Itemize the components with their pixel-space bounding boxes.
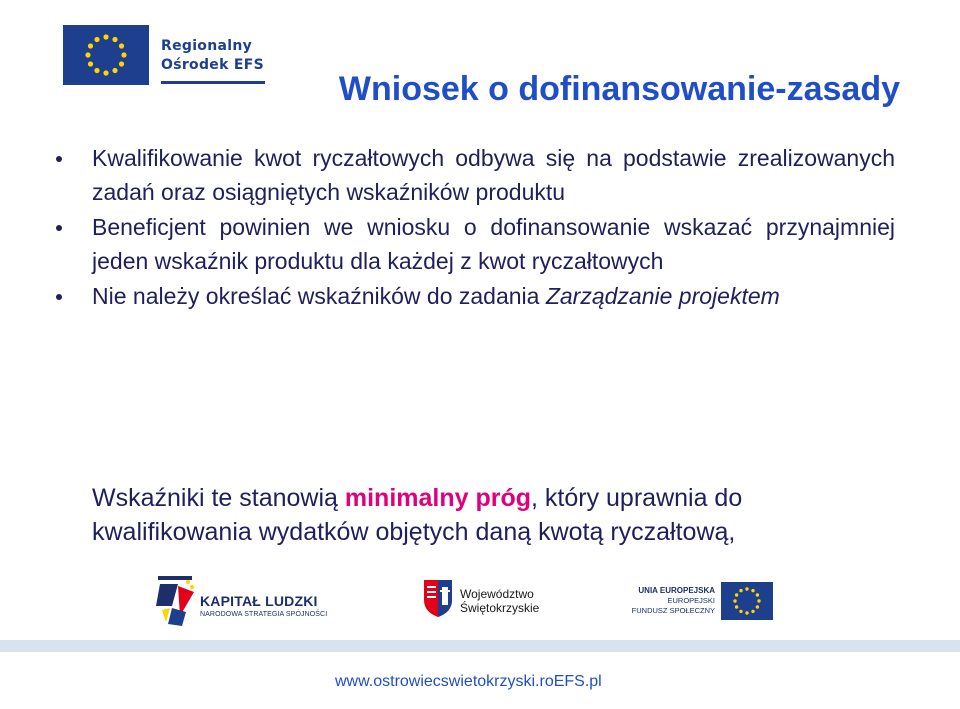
logo-line-2: Ośrodek EFS <box>161 57 264 73</box>
bullet-item <box>50 141 895 209</box>
bullet-dot <box>56 225 62 231</box>
bullet-text: Beneficjent powinien we wniosku o dofinansowanie wskazać przynajmniej jeden wskaźnik produktu dla każdej z kwot ryczałtowych <box>92 214 895 274</box>
conclusion-paragraph <box>92 481 902 549</box>
bullet-text-italic: Zarządzanie projektem <box>545 283 780 309</box>
swietokrzyskie-crest-icon <box>422 578 454 618</box>
footer-band <box>0 640 960 652</box>
bullet-item <box>50 279 895 313</box>
footer-url[interactable]: www.ostrowiecswietokrzyski.roEFS.pl <box>335 673 602 690</box>
bullet-dot <box>56 294 62 300</box>
bullet-dot <box>56 156 62 162</box>
swietokrzyskie-line-1: Województwo <box>460 587 534 601</box>
kapital-ludzki-subtitle: NARODOWA STRATEGIA SPÓJNOŚCI <box>200 611 328 618</box>
conclusion-highlight: minimalny próg <box>344 484 532 512</box>
bullet-text: Nie należy określać wskaźników do zadania <box>92 283 546 309</box>
slide-title: Wniosek o dofinansowanie-zasady <box>338 70 900 108</box>
conclusion-before: Wskaźniki te stanowią <box>92 484 345 512</box>
eu-stars-icon <box>721 582 773 620</box>
conclusion-after: , który uprawnia do kwalifikowania wydatków objętych daną kwotą ryczałtową, <box>92 484 743 546</box>
swietokrzyskie-line-2: Świętokrzyskie <box>460 601 540 615</box>
footer-divider <box>0 652 960 654</box>
ue-efs-text <box>632 586 715 616</box>
bullet-text: Kwalifikowanie kwot ryczałtowych odbywa się na podstawie zrealizowanych zadań oraz osiągniętych wskaźników produktu <box>92 145 895 205</box>
ue-line-3: FUNDUSZ SPOŁECZNY <box>631 606 715 615</box>
kapital-ludzki-logo <box>152 572 337 630</box>
ue-flag <box>721 582 773 620</box>
kapital-ludzki-title: KAPITAŁ LUDZKI <box>200 593 318 609</box>
bullet-item <box>50 210 895 278</box>
ue-efs-logo <box>628 582 773 622</box>
eu-stars-flag-icon <box>63 25 149 85</box>
kapital-ludzki-mark-icon <box>152 572 198 630</box>
ue-line-1: UNIA EUROPEJSKA <box>638 586 715 595</box>
logo-line-1: Regionalny <box>161 38 253 54</box>
ue-line-2: EUROPEJSKI <box>667 596 715 605</box>
swietokrzyskie-text <box>460 587 539 615</box>
regional-efs-logo <box>63 25 268 91</box>
swietokrzyskie-logo <box>422 578 562 626</box>
bullet-list <box>50 141 895 314</box>
